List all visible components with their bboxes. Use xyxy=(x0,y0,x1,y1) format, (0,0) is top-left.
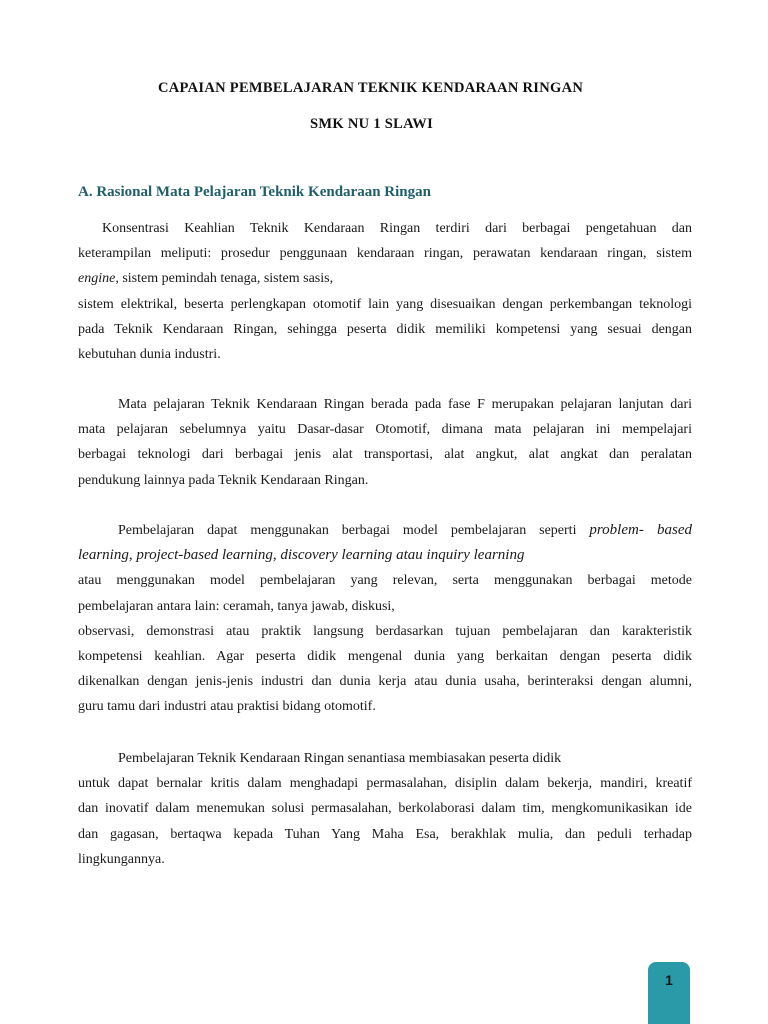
paragraph-line: kompetensi keahlian. Agar peserta didik mengenal dunia yang berkaitan dengan peserta didik xyxy=(78,649,692,665)
paragraph-line: lingkungannya. xyxy=(78,851,165,867)
paragraph-line: pendukung lainnya pada Teknik Kendaraan Ringan. xyxy=(78,472,369,488)
document-subtitle: SMK NU 1 SLAWI xyxy=(310,116,434,132)
paragraph-3 xyxy=(78,518,692,720)
paragraph-2 xyxy=(78,392,692,493)
paragraph-line: untuk dapat bernalar kritis dalam menghadapi permasalahan, disiplin dalam bekerja, mandiri, kreatif xyxy=(78,776,692,792)
italic-term: engine, xyxy=(78,271,119,287)
paragraph-line: atau menggunakan model pembelajaran yang relevan, serta menggunakan berbagai metode xyxy=(78,573,692,589)
document-title: CAPAIAN PEMBELAJARAN TEKNIK KENDARAAN RINGAN xyxy=(158,80,584,96)
section-heading-a: A. Rasional Mata Pelajaran Teknik Kendaraan Ringan xyxy=(78,184,431,200)
paragraph-line: berbagai teknologi dari berbagai jenis alat transportasi, alat angkut, alat angkat dan peralatan xyxy=(78,447,692,463)
paragraph-line: keterampilan meliputi: prosedur penggunaan kendaraan ringan, perawatan kendaraan ringan, sistem xyxy=(78,246,692,262)
paragraph-4 xyxy=(78,746,692,872)
paragraph-text: sistem pemindah tenaga, sistem sasis, xyxy=(118,271,334,287)
paragraph-line: dan inovatif dalam menemukan solusi permasalahan, berkolaborasi dalam tim, mengkomunikasikan ide xyxy=(78,801,692,817)
paragraph-line xyxy=(78,518,692,543)
paragraph-line: observasi, demonstrasi atau praktik langsung berdasarkan tujuan pembelajaran dan karakteristik xyxy=(78,623,692,639)
paragraph-line: learning, project-based learning, discovery learning atau inquiry learning xyxy=(78,547,525,564)
paragraph-line: mata pelajaran sebelumnya yaitu Dasar-dasar Otomotif, dimana mata pelajaran ini mempelajari xyxy=(78,422,692,438)
paragraph-text: Pembelajaran dapat menggunakan berbagai model pembelajaran seperti xyxy=(118,523,590,538)
paragraph-line: sistem elektrikal, beserta perlengkapan otomotif lain yang disesuaikan dengan perkembangan teknologi xyxy=(78,296,692,312)
paragraph-line: Pembelajaran Teknik Kendaraan Ringan senantiasa membiasakan peserta didik xyxy=(118,751,562,766)
paragraph-line: guru tamu dari industri atau praktisi bidang otomotif. xyxy=(78,699,376,715)
paragraph-line xyxy=(78,266,692,291)
paragraph-line: pembelajaran antara lain: ceramah, tanya jawab, diskusi, xyxy=(78,598,395,614)
italic-term: problem- based xyxy=(589,522,692,538)
paragraph-line: Mata pelajaran Teknik Kendaraan Ringan berada pada fase F merupakan pelajaran lanjutan dari xyxy=(118,397,692,412)
paragraph-line: dan gagasan, bertaqwa kepada Tuhan Yang Maha Esa, berakhlak mulia, dan peduli terhadap xyxy=(78,826,692,842)
page-number: 1 xyxy=(665,972,673,988)
paragraph-1 xyxy=(78,216,692,367)
paragraph-line: Konsentrasi Keahlian Teknik Kendaraan Ringan terdiri dari berbagai pengetahuan dan xyxy=(102,221,692,236)
paragraph-line: pada Teknik Kendaraan Ringan, sehingga peserta didik memiliki kompetensi yang sesuai dengan xyxy=(78,321,692,337)
paragraph-line: kebutuhan dunia industri. xyxy=(78,347,221,363)
page-number-tab xyxy=(648,962,690,1024)
paragraph-line: dikenalkan dengan jenis-jenis industri dan dunia kerja atau dunia usaha, berinteraksi dengan alumni, xyxy=(78,674,692,690)
